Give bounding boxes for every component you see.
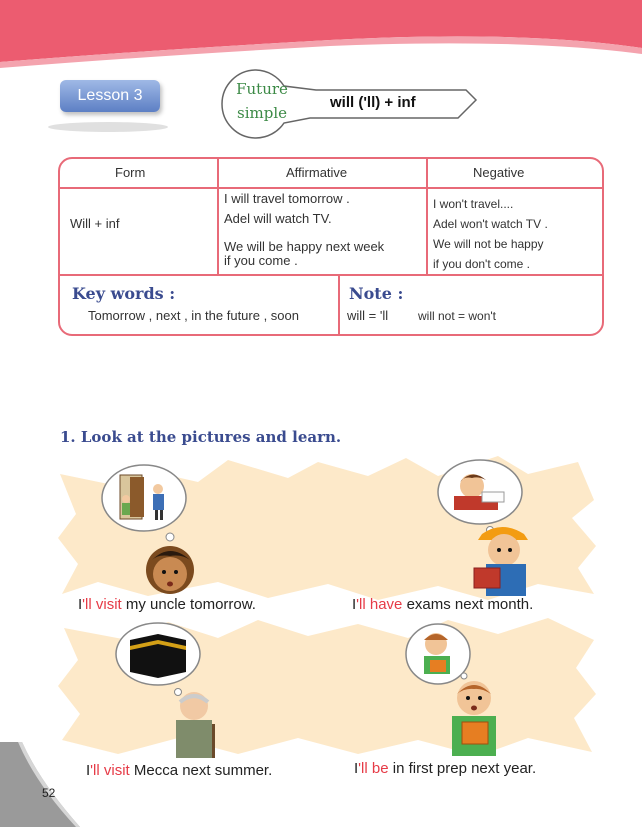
thought-bubble-kaaba (112, 620, 207, 698)
page-number: 52 (42, 786, 56, 800)
negative-line: We will not be happy (433, 237, 544, 251)
negative-line: Adel won't watch TV . (433, 217, 548, 231)
table-divider (338, 274, 340, 334)
key-words-title: Key words : (72, 284, 176, 303)
caption-first-prep: I'll be in first prep next year. (354, 760, 537, 777)
affirmative-line: Adel will watch TV. (224, 211, 332, 226)
negative-line: if you don't come . (433, 257, 531, 271)
boy-with-book-illustration (444, 676, 504, 758)
grammar-table (58, 157, 604, 336)
header-affirmative: Affirmative (286, 165, 348, 180)
header-negative: Negative (473, 165, 525, 180)
negative-line: I won't travel.... (433, 197, 514, 211)
affirmative-line: if you come . (224, 253, 298, 268)
exercise-title: 1. Look at the pictures and learn. (60, 428, 342, 446)
table-divider (426, 159, 428, 274)
affirmative-line: I will travel tomorrow . (224, 191, 350, 206)
old-man-illustration (166, 688, 226, 760)
grammar-title-line1: Future (236, 80, 288, 98)
lesson-shadow (48, 122, 168, 132)
lesson-label: Lesson 3 (60, 80, 160, 112)
grammar-title-line2: simple (237, 104, 287, 122)
note-title: Note : (349, 284, 404, 303)
note-will: will = 'll (347, 308, 389, 323)
table-divider (217, 159, 219, 274)
grammar-rule: will ('ll) + inf (330, 94, 416, 111)
header-band (0, 0, 642, 70)
boy-illustration (142, 540, 202, 598)
table-divider (60, 187, 602, 189)
caption-visit-mecca: I'll visit Mecca next summer. (86, 762, 273, 779)
key-words: Tomorrow , next , in the future , soon (88, 308, 299, 323)
page-corner (0, 742, 80, 827)
boy-reading-illustration (468, 520, 538, 598)
thought-bubble-door (100, 463, 195, 543)
form-value: Will + inf (70, 216, 120, 231)
header-form: Form (115, 165, 146, 180)
caption-exams: I'll have exams next month. (352, 596, 534, 613)
caption-visit-uncle: I'll visit my uncle tomorrow. (78, 596, 256, 613)
note-will-not: will not = won't (418, 309, 496, 323)
affirmative-line: We will be happy next week (224, 239, 385, 254)
table-divider (60, 274, 602, 276)
